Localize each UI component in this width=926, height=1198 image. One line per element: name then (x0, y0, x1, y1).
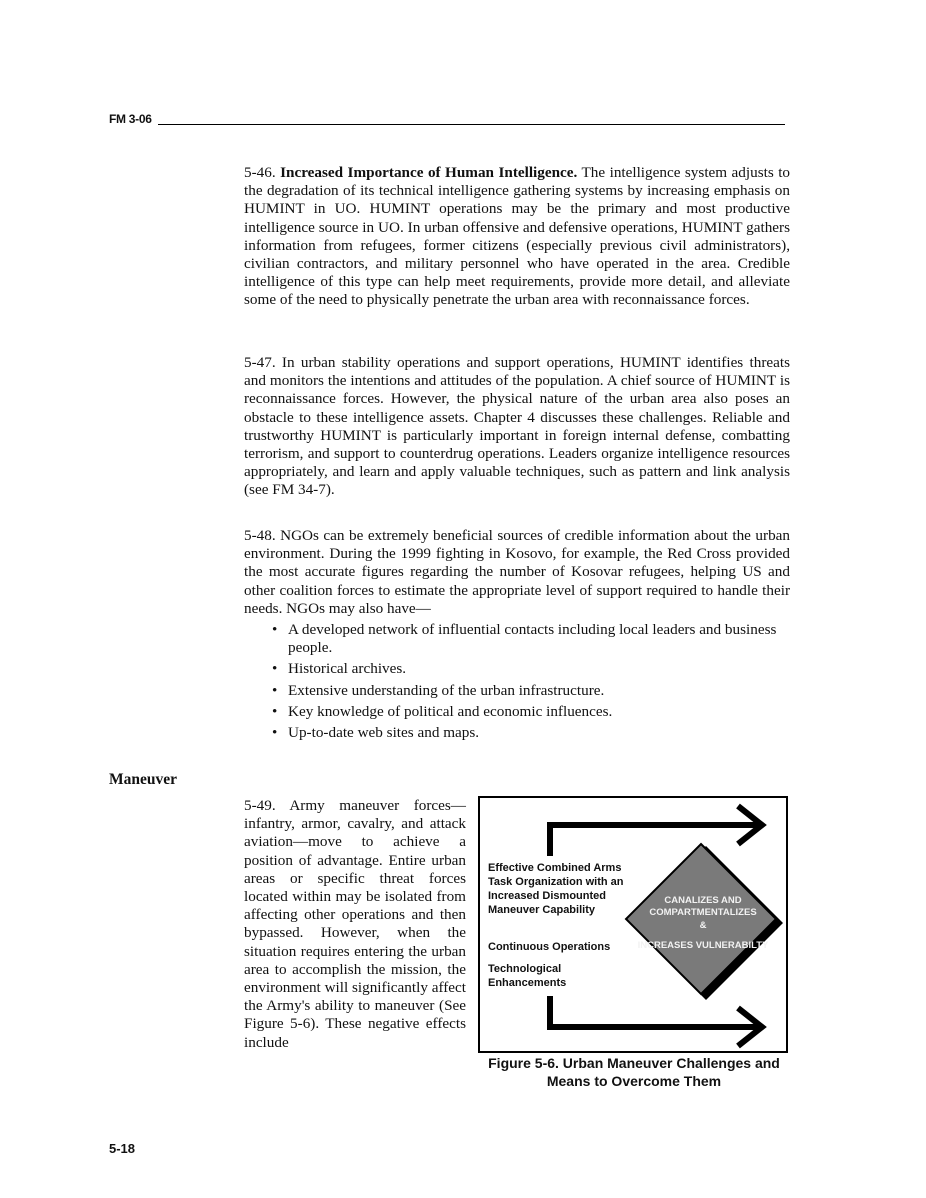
paragraph-text: 5-48. NGOs can be extremely beneficial sources of credible information about the urban environment. During the 1999 fighting in Kosovo, for example, the Red Cross provided the most accurate figures regarding the number of Kosovar refugees, helping US and other coalition forces to estimate the appropriate level of support required to handle their needs. NGOs may also have— (244, 527, 790, 617)
running-header (109, 109, 785, 125)
figure-caption: Figure 5-6. Urban Maneuver Challenges and Means to Overcome Them (488, 1055, 780, 1089)
diamond-icon (626, 844, 776, 994)
bullet-icon: • (272, 702, 278, 720)
paragraph-5-46 (244, 164, 790, 310)
figure-item-combined-arms: Effective Combined Arms Task Organization with an Increased Dismounted Maneuver Capability (488, 862, 624, 916)
list-item: • Key knowledge of political and economic influences. (272, 702, 613, 720)
paragraph-5-49 (244, 797, 466, 1052)
bullet-icon: • (272, 660, 278, 678)
document-id: FM 3-06 (109, 112, 152, 126)
figure-5-6 (478, 796, 788, 1053)
paragraph-5-47 (244, 354, 790, 500)
bullet-icon: • (272, 724, 278, 742)
bullet-icon: • (272, 681, 278, 699)
section-heading-maneuver: Maneuver (109, 771, 178, 788)
bottom-arrow-icon (550, 996, 758, 1027)
top-arrow-icon (550, 825, 758, 856)
diamond-text-ampersand: & (699, 920, 707, 931)
figure-item-tech-enhancements: Technological Enhancements (488, 963, 567, 989)
paragraph-number: 5-46. (244, 164, 276, 181)
paragraph-title: Increased Importance of Human Intelligence. (280, 164, 578, 181)
ngo-capabilities-list (244, 621, 790, 742)
list-item: • Extensive understanding of the urban infrastructure. (272, 681, 605, 699)
bullet-icon: • (272, 621, 278, 639)
figure-item-continuous-ops: Continuous Operations (488, 941, 611, 953)
paragraph-5-48 (244, 527, 790, 742)
diamond-text-canalizes: CANALIZES AND COMPARTMENTALIZES (649, 895, 757, 918)
list-item: • Historical archives. (272, 660, 407, 678)
paragraph-text: 5-47. In urban stability operations and support operations, HUMINT identifies threats and monitors the intentions and attitudes of the population. A chief source of HUMINT is reconnaissance forces. However, the physical nature of the urban area also poses an obstacle to these intelligence assets. Chapter 4 discusses these challenges. Reliable and trustworthy HUMINT is particularly important in foreign internal defense, combatting terrorism, and support to counterdrug operations. Leaders organize intelligence resources appropriately, and learn and apply valuable techniques, such as pattern and link analysis (see FM 34-7). (244, 354, 790, 499)
list-item: • A developed network of influential contacts including local leaders and business people. (272, 621, 777, 657)
page-number: 5-18 (109, 1141, 136, 1156)
paragraph-text: 5-49. Army maneuver forces—infantry, armor, cavalry, and attack aviation—move to achieve a position of advantage. Entire urban areas or specific threat forces located within may be isolated from affecting other operations and then bypassed. However, when the situation requires entering the urban area to accomplish the mission, the environment will significantly affect the Army's ability to maneuver (See Figure 5-6). These negative effects include (244, 797, 466, 1051)
diamond-text-vulnerability: INCREASES VULNERABILTY (637, 940, 769, 951)
list-item: • Up-to-date web sites and maps. (272, 724, 480, 742)
header-rule (158, 124, 785, 125)
paragraph-text: The intelligence system adjusts to the degradation of its technical intelligence gathering systems by increasing emphasis on HUMINT in UO. HUMINT operations may be the primary and most productive intelligence source in UO. In urban offensive and defensive operations, HUMINT gathers information from refugees, former citizens (especially previous civil administrators), civilian contractors, and military personnel who have operated in the area. Credible intelligence of this type can help meet requirements, provide more detail, and alleviate some of the need to physically penetrate the urban area with reconnaissance forces. (244, 164, 791, 309)
